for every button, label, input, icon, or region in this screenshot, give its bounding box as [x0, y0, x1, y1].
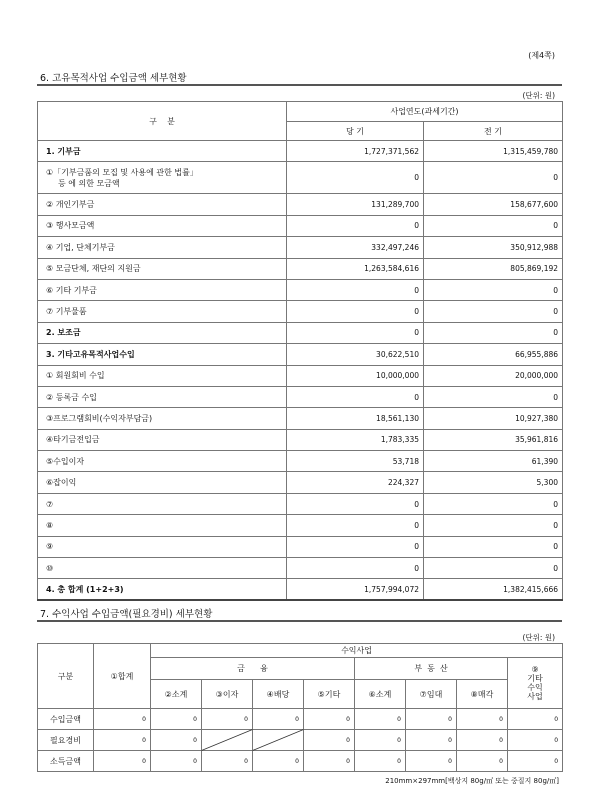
amount-cell: 0 — [202, 751, 253, 772]
row-label: ⑦ — [38, 493, 287, 514]
previous-amount: 0 — [424, 536, 563, 557]
current-amount: 224,327 — [287, 472, 424, 493]
current-amount: 30,622,510 — [287, 344, 424, 365]
row-label: ⑤수입이자 — [38, 451, 287, 472]
amount-cell: 0 — [457, 751, 508, 772]
row-label: ③프로그램회비(수익자부담금) — [38, 408, 287, 429]
amount-cell — [253, 730, 304, 751]
amount-cell: 0 — [355, 709, 406, 730]
previous-amount: 5,300 — [424, 472, 563, 493]
header-category: 구 분 — [38, 102, 287, 141]
table-row — [38, 237, 563, 258]
row-label: 2. 보조금 — [38, 322, 287, 343]
current-amount: 0 — [287, 536, 424, 557]
table-row — [38, 344, 563, 365]
previous-amount: 350,912,988 — [424, 237, 563, 258]
row-label: ⑨ — [38, 536, 287, 557]
current-amount: 332,497,246 — [287, 237, 424, 258]
amount-cell: 0 — [406, 730, 457, 751]
previous-amount: 158,677,600 — [424, 194, 563, 215]
section7-table — [37, 643, 563, 772]
amount-cell: 0 — [151, 709, 202, 730]
current-amount: 0 — [287, 215, 424, 236]
table-row — [38, 751, 563, 772]
row-label: ⑥ 기타 기부금 — [38, 279, 287, 300]
row-label: 필요경비 — [38, 730, 94, 751]
row-label: 3. 기타고유목적사업수입 — [38, 344, 287, 365]
table-row — [38, 141, 563, 162]
current-amount: 1,263,584,616 — [287, 258, 424, 279]
previous-amount: 0 — [424, 162, 563, 194]
previous-amount: 10,927,380 — [424, 408, 563, 429]
header-other-word3: 사업 — [527, 692, 543, 701]
header-previous: 전 기 — [424, 122, 563, 141]
current-amount: 0 — [287, 386, 424, 407]
header-profit-business: 수익사업 — [151, 644, 563, 658]
current-amount: 1,783,335 — [287, 429, 424, 450]
current-amount: 0 — [287, 301, 424, 322]
table-row — [38, 730, 563, 751]
section6-unit: (단위: 원) — [522, 91, 555, 100]
amount-cell: 0 — [304, 730, 355, 751]
header-finance-other: ⑤기타 — [304, 680, 355, 709]
header-rent: ⑦임대 — [406, 680, 457, 709]
previous-amount: 1,382,415,666 — [424, 579, 563, 600]
row-label: ④ 기업, 단체기부금 — [38, 237, 287, 258]
table-row — [38, 365, 563, 386]
amount-cell — [202, 730, 253, 751]
row-label: ⑦ 기부물품 — [38, 301, 287, 322]
header-other-word2: 수익 — [527, 683, 543, 692]
previous-amount: 35,961,816 — [424, 429, 563, 450]
header-other-num: ⑨ — [531, 665, 539, 674]
row-label-line1: ①「기부금품의 모집 및 사용에 관한 법률」 — [46, 167, 198, 177]
table-row — [38, 451, 563, 472]
previous-amount: 0 — [424, 322, 563, 343]
row-label — [38, 162, 287, 194]
row-label: ⑥잡이익 — [38, 472, 287, 493]
current-amount: 0 — [287, 515, 424, 536]
row-label: ② 등록금 수입 — [38, 386, 287, 407]
header-other-word1: 기타 — [527, 674, 543, 683]
table-row — [38, 194, 563, 215]
table-row — [38, 162, 563, 194]
row-label: 4. 총 합계 (1+2+3) — [38, 579, 287, 600]
amount-cell: 0 — [508, 751, 563, 772]
previous-amount: 0 — [424, 279, 563, 300]
table-row — [38, 493, 563, 514]
current-amount: 0 — [287, 162, 424, 194]
previous-amount: 0 — [424, 558, 563, 579]
table-row — [38, 386, 563, 407]
row-label-line2: 등 에 의한 모금액 — [58, 178, 120, 188]
header-realestate-subtotal: ⑥소계 — [355, 680, 406, 709]
section6-divider — [37, 84, 562, 86]
section7-title: 7. 수익사업 수입금액(필요경비) 세부현황 — [40, 609, 213, 620]
header-finance: 금 융 — [151, 658, 355, 680]
previous-amount: 66,955,886 — [424, 344, 563, 365]
amount-cell: 0 — [355, 730, 406, 751]
header-other-business — [508, 658, 563, 709]
amount-cell: 0 — [94, 709, 151, 730]
current-amount: 1,757,994,072 — [287, 579, 424, 600]
amount-cell: 0 — [253, 751, 304, 772]
row-label: ② 개인기부금 — [38, 194, 287, 215]
table-row — [38, 429, 563, 450]
previous-amount: 0 — [424, 301, 563, 322]
current-amount: 0 — [287, 279, 424, 300]
amount-cell: 0 — [94, 751, 151, 772]
previous-amount: 0 — [424, 386, 563, 407]
row-label: 소득금액 — [38, 751, 94, 772]
header-real-estate: 부 동 산 — [355, 658, 508, 680]
amount-cell: 0 — [304, 751, 355, 772]
header-fiscal-year: 사업연도(과세기간) — [287, 102, 563, 122]
header-finance-subtotal: ②소계 — [151, 680, 202, 709]
table-row — [38, 515, 563, 536]
amount-cell: 0 — [406, 709, 457, 730]
row-label: ① 회원회비 수입 — [38, 365, 287, 386]
header-sale: ⑧매각 — [457, 680, 508, 709]
table-row — [38, 215, 563, 236]
table-row — [38, 279, 563, 300]
previous-amount: 805,869,192 — [424, 258, 563, 279]
table-row — [38, 408, 563, 429]
current-amount: 18,561,130 — [287, 408, 424, 429]
row-label: 1. 기부금 — [38, 141, 287, 162]
table-row — [38, 322, 563, 343]
previous-amount: 61,390 — [424, 451, 563, 472]
amount-cell: 0 — [253, 709, 304, 730]
table-row — [38, 579, 563, 600]
section6-title: 6. 고유목적사업 수입금액 세부현황 — [40, 73, 187, 84]
amount-cell: 0 — [457, 730, 508, 751]
header-category: 구분 — [38, 644, 94, 709]
row-label: 수입금액 — [38, 709, 94, 730]
current-amount: 0 — [287, 322, 424, 343]
table-row — [38, 536, 563, 557]
amount-cell: 0 — [94, 730, 151, 751]
header-interest: ③이자 — [202, 680, 253, 709]
row-label: ③ 행사모금액 — [38, 215, 287, 236]
current-amount: 131,289,700 — [287, 194, 424, 215]
table-row — [38, 258, 563, 279]
section7-unit: (단위: 원) — [522, 633, 555, 642]
section7-divider — [37, 620, 562, 622]
row-label: ④타기금전입금 — [38, 429, 287, 450]
current-amount: 10,000,000 — [287, 365, 424, 386]
amount-cell: 0 — [355, 751, 406, 772]
amount-cell: 0 — [151, 730, 202, 751]
amount-cell: 0 — [151, 751, 202, 772]
amount-cell: 0 — [304, 709, 355, 730]
row-label: ⑩ — [38, 558, 287, 579]
amount-cell: 0 — [508, 730, 563, 751]
page-number: (제4쪽) — [528, 51, 555, 60]
header-current: 당 기 — [287, 122, 424, 141]
table-row — [38, 301, 563, 322]
table-row — [38, 472, 563, 493]
previous-amount: 20,000,000 — [424, 365, 563, 386]
paper-spec-note: 210mm×297mm[백상지 80g/㎡ 또는 중질지 80g/㎡] — [385, 777, 559, 785]
previous-amount: 1,315,459,780 — [424, 141, 563, 162]
amount-cell: 0 — [406, 751, 457, 772]
amount-cell: 0 — [457, 709, 508, 730]
previous-amount: 0 — [424, 215, 563, 236]
header-dividend: ④배당 — [253, 680, 304, 709]
previous-amount: 0 — [424, 493, 563, 514]
row-label: ⑤ 모금단체, 재단의 지원금 — [38, 258, 287, 279]
table-row — [38, 558, 563, 579]
row-label: ⑧ — [38, 515, 287, 536]
previous-amount: 0 — [424, 515, 563, 536]
current-amount: 53,718 — [287, 451, 424, 472]
amount-cell: 0 — [508, 709, 563, 730]
amount-cell: 0 — [202, 709, 253, 730]
current-amount: 0 — [287, 493, 424, 514]
header-total: ①합계 — [94, 644, 151, 709]
section6-table — [37, 101, 563, 601]
current-amount: 0 — [287, 558, 424, 579]
table-row — [38, 709, 563, 730]
current-amount: 1,727,371,562 — [287, 141, 424, 162]
